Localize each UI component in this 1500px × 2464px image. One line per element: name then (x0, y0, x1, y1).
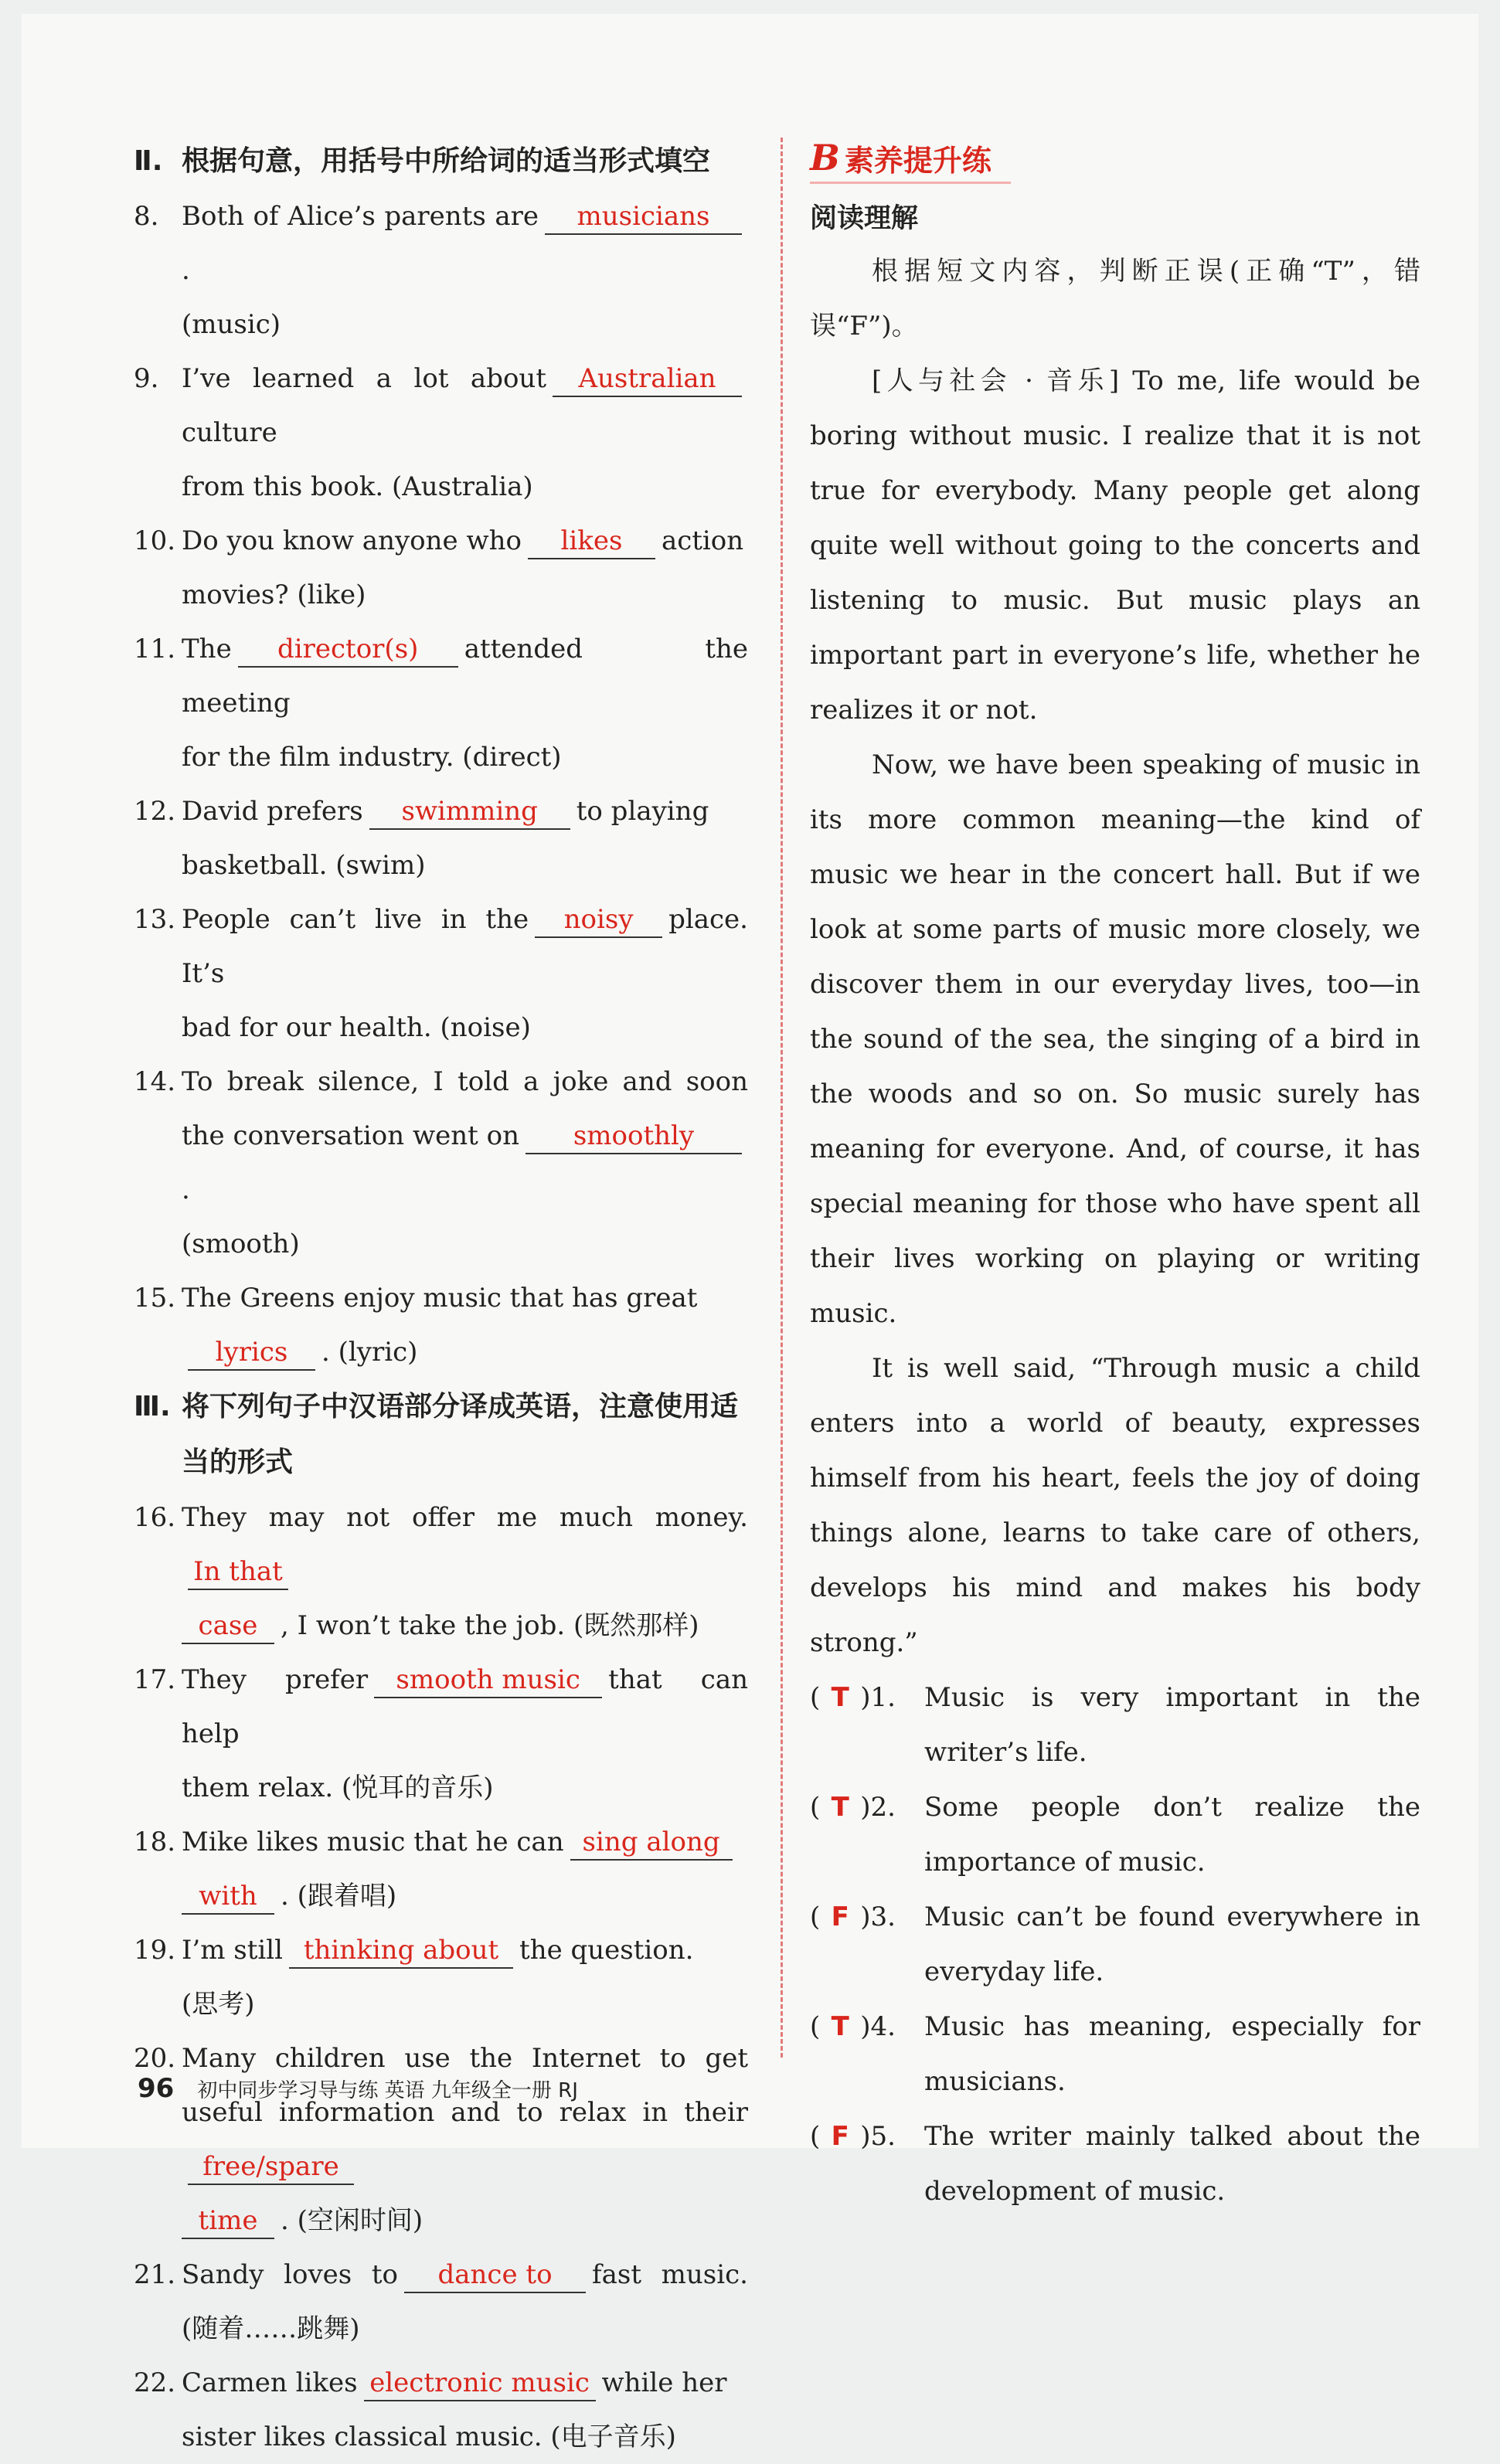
question-17: 17. They prefer smooth music that can help them relax. (悦耳的音乐) (134, 1664, 749, 1803)
tf-question-1: ( T )1. Music is very important in the writer’s life. (810, 1670, 1420, 1780)
page (22, 14, 1478, 2452)
tf-question-5: ( F )5. The writer mainly talked about the development of music. (810, 2109, 1420, 2219)
question-8: 8. Both of Alice’s parents are musicians. (music) (134, 189, 748, 352)
answer-blank: time (182, 2204, 274, 2239)
answer-blank: In that (188, 1555, 288, 1590)
question-10: 10. Do you know anyone who likes action movies? (like) (134, 525, 744, 610)
question-14: 14. To break silence, I told a joke and soon the conversation went on smoothly. (smooth) (134, 1066, 748, 1259)
answer-blank: likes (528, 524, 655, 559)
tf-answer: T (831, 2011, 849, 2042)
answer-blank: lyrics (188, 1335, 315, 1371)
answer-blank: electronic music (364, 2366, 596, 2401)
answer-blank: case (182, 1609, 274, 1644)
answer-blank: swimming (369, 794, 570, 830)
question-15: 15. The Greens enjoy music that has great lyrics . (lyric) (134, 1271, 748, 1379)
passage-paragraph: Now, we have been speaking of music in its more common meaning—the kind of music we hear in the concert hall. But if we look at some parts of music more closely, we discover them in our everyday lives, too—in the sound of the sea, the singing of a bird in the woods and so on. So music surely has meaning for everyone. And, of course, it has special meaning for those who have spent all their lives working on playing or writing music. (810, 749, 1420, 1329)
tf-question-4: ( T )4. Music has meaning, especially for musicians. (810, 2000, 1420, 2109)
page-number: 96 (138, 2073, 175, 2104)
question-22: 22. Carmen likes electronic music while her sister likes classical music. (电子音乐) (134, 2367, 727, 2452)
column-divider (781, 138, 783, 2058)
answer-blank: free/spare (188, 2150, 354, 2185)
question-9: 9. I’ve learned a lot about Australianculture from this book. (Australia) (134, 352, 748, 514)
tf-answer: T (831, 1682, 849, 1713)
answer-blank: dance to (404, 2258, 586, 2293)
right-column (810, 134, 1420, 2219)
question-13: 13. People can’t live in the noisy place. It’s bad for our health. (noise) (134, 904, 748, 1043)
question-18: 18. Mike likes music that he can sing along with . (跟着唱) (134, 1815, 748, 1923)
tf-question-2: ( T )2. Some people don’t realize the importance of music. (810, 1780, 1420, 1890)
tf-answer: F (831, 2121, 849, 2152)
instruction: 根据短文内容，判断正误(正确“T”，错误“F”)。 (810, 256, 1420, 342)
section3-heading: Ⅲ. 将下列句子中汉语部分译成英语，注意使用适当的形式 (134, 1391, 739, 1478)
answer-blank: noisy (535, 902, 662, 938)
section-b-heading: B 素养提升练 (810, 134, 1011, 184)
answer-blank: Australian (553, 362, 742, 397)
answer-blank: sing along (570, 1825, 733, 1861)
book-title: 初中同步学习导与练 英语 九年级全一册 RJ (197, 2079, 578, 2102)
answer-blank: smoothly (526, 1119, 742, 1154)
tf-answer: T (831, 1792, 849, 1823)
section2-heading: Ⅱ. 根据句意，用括号中所给词的适当形式填空 (134, 145, 711, 177)
passage-paragraph: [人与社会 · 音乐] To me, life would be boring without music. I realize that it is not true for everybody. Many people get along quite well without going to the concerts and listening to music. But music plays an important part in everyone’s life, whether he realizes it or not. (810, 365, 1420, 726)
page-footer (138, 2073, 578, 2104)
question-19: 19. I’m still thinking about the question. (思考) (134, 1935, 694, 2020)
section-b-letter: B (810, 137, 840, 178)
answer-blank: thinking about (289, 1933, 513, 1969)
question-16: 16. They may not offer me much money.In that case , I won’t take the job. (既然那样) (134, 1490, 748, 1653)
answer-blank: musicians (545, 199, 742, 235)
answer-blank: with (182, 1879, 274, 1915)
tf-question-3: ( F )3. Music can’t be found everywhere in everyday life. (810, 1890, 1420, 2000)
passage-paragraph: It is well said, “Through music a child enters into a world of beauty, expresses himself from his heart, feels the joy of doing things alone, learns to take care of others, develops his mind and makes his body strong.” (810, 1353, 1420, 1658)
question-20: 20. Many children use the Internet to get useful information and to relax in theirfree/spare time . (空闲时间) (134, 2031, 748, 2248)
reading-subhead: 阅读理解 (810, 203, 919, 234)
left-column (134, 134, 748, 2464)
answer-blank: director(s) (238, 632, 458, 668)
tf-answer: F (831, 1902, 849, 1932)
question-12: 12. David prefers swimming to playing basketball. (swim) (134, 796, 709, 881)
answer-blank: smooth music (374, 1663, 602, 1698)
question-21: 21. Sandy loves to dance to fast music. (随着……跳舞) (134, 2259, 748, 2344)
question-11: 11. The director(s) attended the meeting for the film industry. (direct) (134, 634, 748, 773)
